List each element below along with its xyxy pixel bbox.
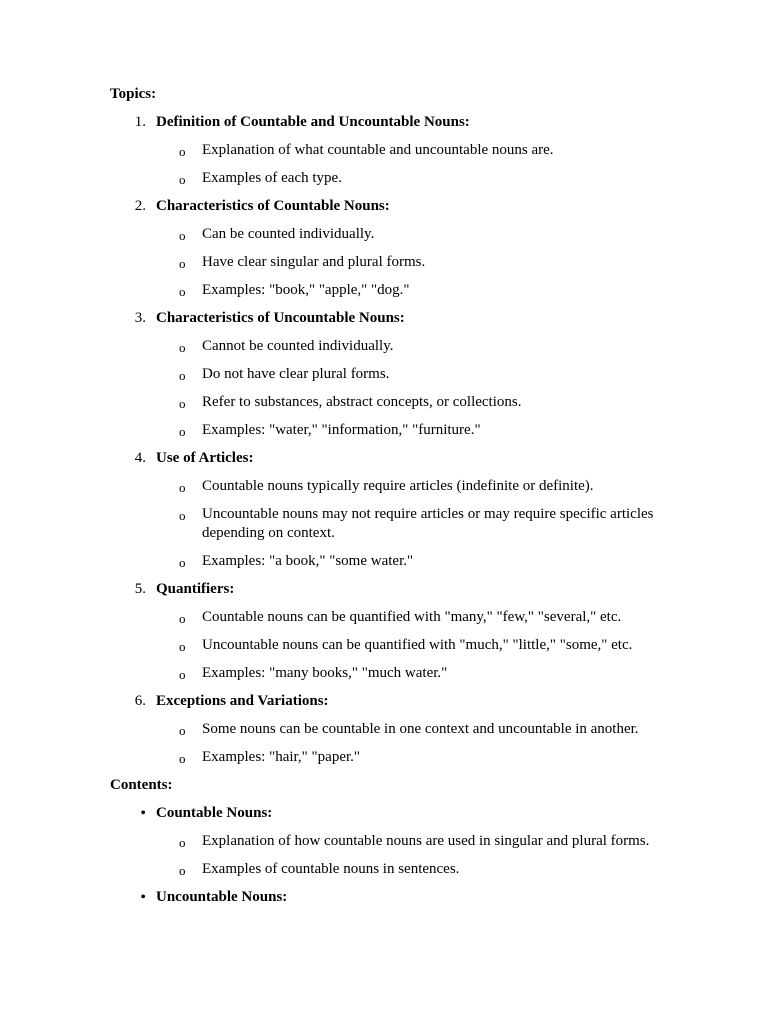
sub-item-text: Do not have clear plural forms.: [202, 366, 390, 382]
circle-bullet-icon: o: [179, 256, 186, 271]
circle-bullet-icon: o: [179, 863, 186, 878]
circle-bullet-icon: o: [179, 611, 186, 626]
item-title: Characteristics of Uncountable Nouns:: [156, 310, 405, 326]
sub-item: [110, 720, 657, 748]
sub-item-text: Uncountable nouns may not require articles or may require specific articles depending on context.: [202, 506, 654, 541]
item-title: Exceptions and Variations:: [156, 693, 329, 709]
circle-bullet-icon: o: [179, 667, 186, 682]
bullet-marker: •: [140, 889, 146, 906]
circle-bullet-icon: o: [179, 555, 186, 570]
sub-item: [110, 393, 657, 421]
sub-item: [110, 421, 657, 449]
topics-item: [110, 309, 670, 337]
sub-item-text: Examples: "many books," "much water.": [202, 665, 448, 681]
circle-bullet-icon: o: [179, 144, 186, 159]
sub-item: [110, 552, 657, 580]
circle-bullet-icon: o: [179, 396, 186, 411]
sub-item-text: Examples of countable nouns in sentences.: [202, 861, 460, 877]
sub-item: [110, 748, 657, 776]
sub-item-text: Examples of each type.: [202, 170, 342, 186]
sub-item-text: Examples: "book," "apple," "dog.": [202, 282, 410, 298]
sub-item-text: Examples: "water," "information," "furniture.": [202, 422, 481, 438]
sub-item: [110, 253, 657, 281]
list-number: 5.: [134, 581, 146, 597]
topics-list: [110, 113, 670, 776]
sub-item-text: Countable nouns typically require articles (indefinite or definite).: [202, 478, 594, 494]
topics-item: [110, 692, 670, 720]
list-number: 1.: [134, 114, 146, 130]
circle-bullet-icon: o: [179, 172, 186, 187]
bullet-marker: •: [140, 805, 146, 822]
list-number: 4.: [134, 450, 146, 466]
topics-item: [110, 197, 670, 225]
item-title: Definition of Countable and Uncountable Nouns:: [156, 114, 470, 130]
sub-item: [110, 664, 657, 692]
circle-bullet-icon: o: [179, 835, 186, 850]
sub-item: [110, 281, 657, 309]
topics-item: [110, 449, 670, 477]
circle-bullet-icon: o: [179, 284, 186, 299]
circle-bullet-icon: o: [179, 424, 186, 439]
contents-item: [110, 888, 670, 916]
sub-item-text: Explanation of how countable nouns are used in singular and plural forms.: [202, 833, 650, 849]
circle-bullet-icon: o: [179, 340, 186, 355]
circle-bullet-icon: o: [179, 639, 186, 654]
contents-heading: Contents:: [110, 777, 173, 793]
sub-item: [110, 832, 657, 860]
sub-item: [110, 608, 657, 636]
sub-item-text: Some nouns can be countable in one context and uncountable in another.: [202, 721, 639, 737]
sub-item: [110, 505, 657, 552]
sub-item-text: Have clear singular and plural forms.: [202, 254, 426, 270]
sub-item: [110, 225, 657, 253]
item-title: Characteristics of Countable Nouns:: [156, 198, 390, 214]
circle-bullet-icon: o: [179, 368, 186, 383]
circle-bullet-icon: o: [179, 480, 186, 495]
sub-item-text: Refer to substances, abstract concepts, or collections.: [202, 394, 522, 410]
sub-item-text: Countable nouns can be quantified with "many," "few," "several," etc.: [202, 609, 622, 625]
sub-item: [110, 365, 657, 393]
list-number: 6.: [134, 693, 146, 709]
sub-item: [110, 141, 657, 169]
contents-list: [110, 804, 670, 916]
list-number: 3.: [134, 310, 146, 326]
sub-item-text: Cannot be counted individually.: [202, 338, 394, 354]
topics-item: [110, 580, 670, 608]
sub-item: [110, 636, 657, 664]
item-title: Countable Nouns:: [156, 805, 273, 821]
sub-item-text: Examples: "hair," "paper.": [202, 749, 361, 765]
sub-item-text: Examples: "a book," "some water.": [202, 553, 414, 569]
sub-item: [110, 169, 657, 197]
item-title: Quantifiers:: [156, 581, 235, 597]
sub-item: [110, 477, 657, 505]
sub-item: [110, 337, 657, 365]
topics-heading: Topics:: [110, 86, 157, 102]
topics-item: [110, 113, 670, 141]
circle-bullet-icon: o: [179, 723, 186, 738]
list-number: 2.: [134, 198, 146, 214]
contents-item: [110, 804, 670, 832]
document-content: [110, 85, 670, 916]
sub-item-text: Uncountable nouns can be quantified with "much," "little," "some," etc.: [202, 637, 633, 653]
item-title: Uncountable Nouns:: [156, 889, 288, 905]
circle-bullet-icon: o: [179, 751, 186, 766]
sub-item-text: Can be counted individually.: [202, 226, 375, 242]
item-title: Use of Articles:: [156, 450, 254, 466]
sub-item: [110, 860, 657, 888]
sub-item-text: Explanation of what countable and uncountable nouns are.: [202, 142, 554, 158]
circle-bullet-icon: o: [179, 228, 186, 243]
circle-bullet-icon: o: [179, 508, 186, 523]
